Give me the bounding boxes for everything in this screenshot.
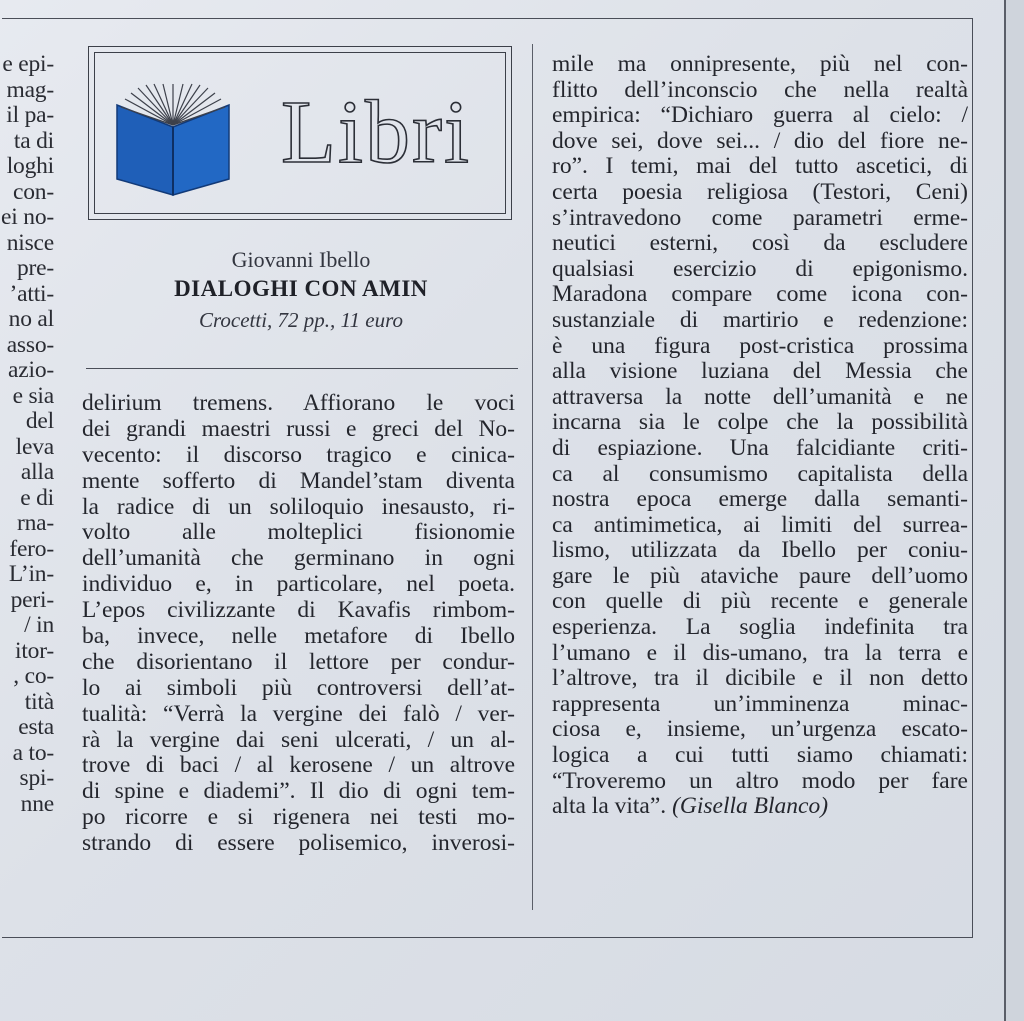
fragment-line: e di [20,484,54,511]
book-details [86,246,516,336]
text-line: l’umano e il dis-umano, tra la terra e [552,639,968,666]
fragment-line: , co- [13,663,54,689]
text-line: trove di baci / al kerosene / un altrove [82,752,515,779]
text-line: attraversa la notte dell’umanità e ne [552,383,968,410]
text-line: l’altrove, tra il dicibile e il non detto [552,665,968,692]
text-line: logica a cui tutti siamo chiamati: [552,742,968,769]
text-line: ciosa e, insieme, un’urgenza escato- [552,716,968,743]
fragment-line: e epi- [2,52,54,77]
text-line: ro”. I temi, mai del tutto ascetici, di [552,153,968,180]
text-line: volto alle molteplici fisionomie [82,519,515,546]
text-line: di espiazione. Una falcidiante criti- [552,434,968,461]
text-line: nostra epoca emerge dalla semanti- [552,486,968,513]
text-line: esperienza. La soglia indefinita tra [552,614,968,641]
previous-article-fragment [0,52,54,912]
closing-line [552,794,968,820]
text-line: incarna sia le colpe che la possibilità [552,409,968,436]
fragment-line: nne [20,790,54,817]
section-header-box [88,46,512,220]
text-line: con quelle di più recente e generale [552,588,968,615]
fragment-line: e sia [12,382,54,409]
text-line: lo ai simboli più controversi dell’at- [82,674,515,701]
fragment-line: spi- [19,765,54,791]
fragment-line: fero- [9,535,54,562]
fragment-line: tità [24,688,54,715]
text-line: strando di essere polisemico, inverosi- [82,830,515,857]
text-line: di spine e diademi”. Il dio di ogni tem- [82,778,515,805]
fragment-line: asso- [6,331,54,358]
reviewer-byline: (Gisella Blanco) [672,793,829,820]
text-line: è una figura post-cristica prossima [552,332,968,359]
article-column-middle [82,391,515,857]
text-line: flitto dell’inconscio che nella realtà [552,76,968,103]
fragment-line: mag- [6,76,54,103]
fragment-line: del [25,408,54,434]
fragment-line: / in [24,612,54,638]
fragment-line: azio- [8,357,54,383]
text-line: qualsiasi esercizio di epigonismo. [552,255,968,282]
fragment-line: alla [20,459,54,485]
text-line: po ricorre e si rigenera nei testi mo- [82,804,515,831]
adjacent-page-edge [1004,0,1024,1021]
article-column-right [552,52,968,820]
fragment-line: esta [18,714,54,740]
divider-rule [86,368,518,369]
text-line: delirium tremens. Affiorano le voci [82,391,515,416]
fragment-line: il pa- [6,102,54,128]
text-line: che disorientano il lettore per condur- [82,648,515,675]
text-line: s’intravedono come parametri erme- [552,204,968,231]
text-line: alla visione luziana del Messia che [552,358,968,385]
section-title: Libri [281,83,471,182]
fragment-line: leva [15,433,54,460]
text-line: sustanziale di martirio e redenzione: [552,306,968,333]
text-line: individuo e, in particolare, nel poeta. [82,571,515,598]
text-line: vecento: il discorso tragico e cinica- [82,441,515,468]
text-line: ba, invece, nelle metafore di Ibello [82,623,515,650]
text-line: empirica: “Dichiaro guerra al cielo: / [552,102,968,129]
fragment-line: itor- [15,637,54,664]
text-line: la radice di un soliloquio inesausto, ri- [82,493,515,520]
text-line: dell’umanità che germinano in ogni [82,545,515,572]
book-title: DIALOGHI CON AMIN [174,276,428,301]
fragment-line: no al [8,306,54,332]
fragment-line: con- [13,178,54,205]
text-line: ca al consumismo capitalista della [552,460,968,487]
text-line: neutici esterni, così da escludere [552,230,968,257]
text-line: Maradona compare come icona con- [552,281,968,308]
section-header-inner-border [94,52,506,214]
fragment-line: ei no- [1,204,54,230]
text-line: certa poesia religiosa (Testori, Ceni) [552,178,968,205]
text-line: mente sofferto di Mandel’stam diventa [82,467,515,494]
closing-text: alta la vita”. [552,793,667,820]
book-publisher: Crocetti, 72 pp., 11 euro [199,308,403,332]
text-line: tualità: “Verrà la vergine dei falò / ver- [82,700,515,727]
text-line: mile ma onnipresente, più nel con- [552,52,968,77]
fragment-line: L’in- [8,561,54,587]
fragment-line: loghi [6,153,54,179]
book-author: Giovanni Ibello [231,247,371,272]
text-line: “Troveremo un altro modo per fare [552,767,968,794]
text-line: rappresenta un’imminenza minac- [552,690,968,717]
fragment-line: ’atti- [9,280,54,307]
open-book-icon [111,83,235,199]
fragment-line: pre- [16,255,54,281]
column-divider [532,44,533,910]
fragment-line: peri- [10,586,54,613]
fragment-line: ta di [13,127,54,154]
text-line: ca antimimetica, ai limiti del surrea- [552,511,968,538]
text-line: dove sei, dove sei... / dio del fiore ne- [552,127,968,154]
text-line: rà la vergine dai seni ulcerati, / un al- [82,726,515,753]
text-line: gare le più ataviche paure dell’uomo [552,562,968,589]
text-line: lismo, utilizzata da Ibello per coniu- [552,537,968,564]
text-line: L’epos civilizzante di Kavafis rimbom- [82,597,515,624]
fragment-line: nisce [6,229,54,256]
fragment-line: a to- [12,739,54,766]
fragment-line: rna- [16,510,54,536]
text-line: dei grandi maestri russi e greci del No- [82,415,515,442]
